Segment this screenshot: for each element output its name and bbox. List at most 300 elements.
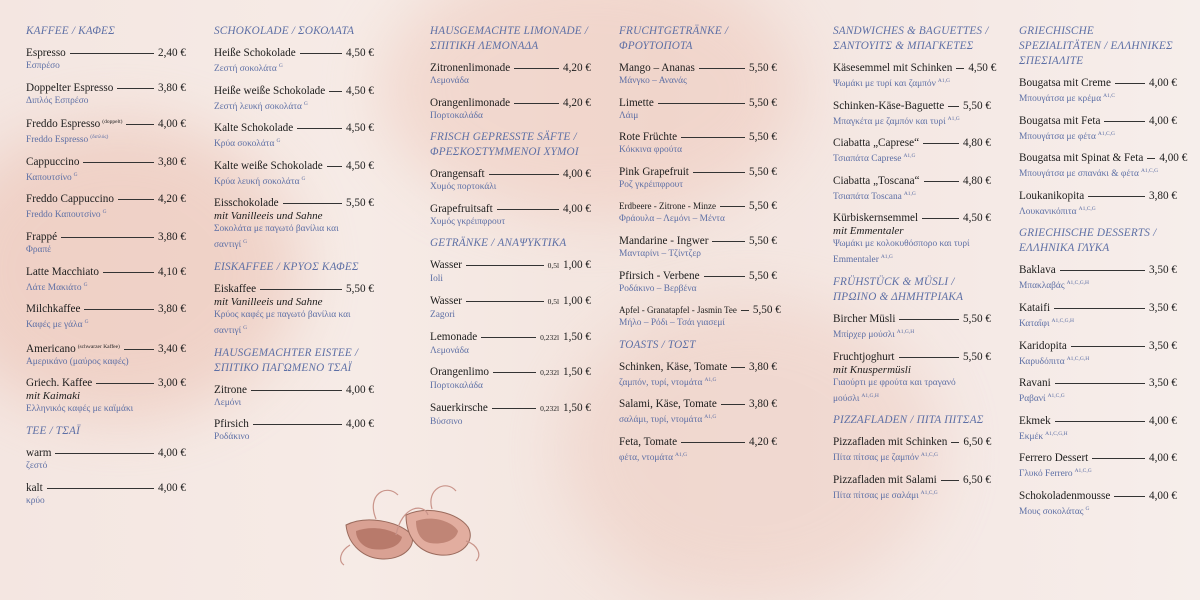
- item-price: 3,80 €: [1149, 189, 1177, 202]
- menu-column: [619, 24, 781, 473]
- item-name: [26, 81, 113, 95]
- item-name-text: Frappé: [26, 230, 58, 243]
- item-greek-text: Μπουγάτσα με φέτα: [1019, 131, 1096, 142]
- menu-item: [214, 383, 374, 410]
- item-price: 5,50 €: [749, 62, 777, 74]
- item-greek-text: Κρύα σοκολάτα: [214, 139, 275, 150]
- menu-item-row: [619, 130, 777, 144]
- item-greek-text: Μπουγάτσα με κρέμα: [1019, 94, 1102, 104]
- menu-item-row: [430, 401, 591, 416]
- dotted-leader: [720, 206, 745, 207]
- menu-item: [1019, 339, 1177, 369]
- item-greek-name: [1019, 465, 1177, 481]
- menu-item: [1019, 189, 1177, 219]
- item-name-text: Pfirsich - Verbene: [619, 269, 700, 282]
- item-subtitle: mit Kaimaki: [26, 390, 81, 403]
- item-price: 5,50 €: [749, 96, 777, 109]
- menu-item-row: [619, 165, 777, 179]
- item-price: 5,50 €: [963, 350, 991, 363]
- menu-item: [1019, 151, 1188, 181]
- item-greek-name: [430, 216, 591, 229]
- item-greek-name: [214, 397, 374, 410]
- menu-item-row: [1019, 489, 1177, 503]
- menu-item-row: [26, 155, 186, 169]
- item-name: [26, 481, 43, 495]
- dotted-leader: [956, 68, 964, 69]
- dotted-leader: [941, 480, 959, 481]
- item-name-text: Ferrero Dessert: [1019, 452, 1089, 465]
- dotted-leader: [492, 408, 536, 409]
- menu-item: [619, 397, 777, 427]
- item-price: 5,50 €: [749, 200, 777, 213]
- item-name-text: Lemonade: [430, 330, 478, 343]
- item-volume: 0,232l: [540, 332, 560, 342]
- menu-item-row: [26, 481, 186, 495]
- menu-item-row: [619, 435, 777, 449]
- allergen-codes: A1,G: [903, 153, 916, 160]
- item-greek-text: Ροδάκινο – Βερβένα: [619, 283, 697, 294]
- item-volume: 0,5l: [547, 261, 560, 271]
- item-name-text: Freddo Espresso: [26, 118, 101, 131]
- item-greek-name: [26, 131, 186, 147]
- allergen-codes: G: [278, 63, 283, 69]
- dotted-leader: [124, 349, 154, 350]
- item-price: 6,50 €: [963, 473, 991, 486]
- item-name: [430, 294, 462, 308]
- menu-item: [430, 294, 591, 322]
- item-name-text: Baklava: [1019, 264, 1056, 277]
- menu-item: [214, 84, 374, 114]
- section-header: SCHOKOLADE / ΣΟΚΟΛΑΤΑ: [214, 25, 355, 37]
- item-name: [619, 234, 708, 248]
- dotted-leader: [699, 68, 745, 69]
- item-greek-text: φέτα, ντομάτα: [619, 452, 674, 463]
- menu-item: [214, 121, 374, 151]
- menu-item: [833, 174, 991, 204]
- item-name: [619, 303, 737, 317]
- item-greek-text: Ψωμάκι με τυρί και ζαμπόν: [833, 79, 936, 89]
- item-greek-text: Μάνγκο – Ανανάς: [619, 76, 687, 86]
- dotted-leader: [1092, 458, 1145, 459]
- dotted-leader: [118, 199, 154, 200]
- item-name-text: Fruchtjoghurt: [833, 350, 895, 363]
- dotted-leader: [514, 103, 559, 104]
- item-price: 5,50 €: [749, 131, 777, 144]
- item-greek-text: Πορτοκαλάδα: [430, 110, 483, 121]
- menu-item-row: [214, 383, 374, 397]
- item-name: [26, 265, 99, 279]
- item-name: [430, 61, 510, 75]
- menu-item: [833, 136, 991, 166]
- item-name-text: Zitrone: [214, 383, 247, 396]
- menu-item-row: [619, 234, 777, 248]
- menu-item: [1019, 114, 1177, 144]
- item-price: 4,00 €: [1159, 152, 1188, 165]
- item-greek-text: Καπουτσίνο: [26, 172, 72, 183]
- item-greek-name: [430, 75, 591, 88]
- item-name: [1019, 76, 1111, 90]
- item-name-text: Mandarine - Ingwer: [619, 234, 709, 247]
- menu-item-row: [214, 121, 374, 135]
- menu-item: [26, 302, 186, 332]
- menu-item: [833, 435, 991, 465]
- item-name-text: warm: [26, 446, 52, 459]
- menu-item: [430, 330, 591, 358]
- item-name: [1019, 451, 1088, 465]
- dotted-leader: [1114, 496, 1145, 497]
- item-price: 6,50 €: [963, 436, 992, 449]
- allergen-codes: A1,G,H: [861, 392, 879, 399]
- allergen-codes: A1,G: [704, 414, 717, 421]
- item-greek-text: Ζεστή λευκή σοκολάτα: [214, 101, 302, 112]
- item-price: 3,80 €: [158, 81, 186, 94]
- item-name: [619, 130, 677, 144]
- item-greek-name: [619, 283, 777, 296]
- item-price: 4,50 €: [346, 122, 374, 135]
- section-header: FRISCH GEPRESSTE SÄFTE / ΦΡΕΣΚΟΣΤΥΜΜΕΝΟΙ ΧΥΜΟΙ: [430, 131, 579, 159]
- dotted-leader: [466, 301, 544, 302]
- item-name: [214, 417, 249, 431]
- item-name-text: Feta, Tomate: [619, 435, 678, 448]
- menu-item: [26, 265, 186, 295]
- item-greek-name: [619, 248, 777, 261]
- menu-item-row: [619, 397, 777, 411]
- item-greek-name: [619, 449, 777, 465]
- item-greek-name: [214, 173, 374, 189]
- item-price: 5,50 €: [749, 165, 777, 178]
- menu-item-row: [833, 211, 991, 225]
- item-name-text: Mango – Ananas: [619, 62, 695, 74]
- item-greek-text: Πίτα πίτσας με ζαμπόν: [833, 453, 919, 464]
- allergen-codes: A1,G: [880, 254, 893, 261]
- item-name-text: Salami, Käse, Tomate: [619, 398, 717, 411]
- allergen-codes: G: [102, 209, 107, 216]
- dotted-leader: [923, 143, 959, 144]
- item-name-text: Griech. Kaffee: [26, 377, 93, 390]
- dotted-leader: [1071, 346, 1145, 347]
- item-name-text: Grapefruitsaft: [430, 202, 493, 215]
- item-name: [1019, 301, 1050, 315]
- item-greek-name: [430, 110, 591, 123]
- dotted-leader: [466, 265, 544, 266]
- menu-column: [26, 24, 186, 515]
- item-greek-name: [26, 95, 186, 108]
- item-price: 4,00 €: [158, 118, 186, 131]
- item-name-text: Bougatsa mit Spinat & Feta: [1019, 152, 1144, 165]
- item-price: 4,00 €: [346, 418, 374, 431]
- item-name: [1019, 489, 1110, 503]
- menu-item-row: [214, 282, 374, 296]
- item-name: [430, 401, 488, 415]
- item-greek-name: [1019, 165, 1177, 181]
- item-greek-name: [1019, 90, 1177, 106]
- item-name: [619, 165, 689, 179]
- dotted-leader: [922, 218, 959, 219]
- dotted-leader: [47, 488, 154, 489]
- section-header: TEE / ΤΣΑΪ: [26, 424, 81, 437]
- dotted-leader: [1054, 308, 1145, 309]
- menu-item-row: [214, 84, 374, 98]
- item-greek-text: Σοκολάτα με παγωτό βανίλια και σαντιγί: [214, 224, 339, 251]
- dotted-leader: [329, 91, 342, 92]
- menu-item: [619, 165, 777, 192]
- item-name-text: Doppelter Espresso: [26, 81, 114, 94]
- menu-item-row: [430, 294, 591, 309]
- item-name: [619, 397, 717, 411]
- dotted-leader: [658, 103, 745, 104]
- item-name-note: (doppelt): [102, 119, 123, 126]
- item-greek-text: Μους σοκολάτας: [1019, 506, 1084, 517]
- item-subtitle: mit Vanilleeis und Sahne: [214, 210, 323, 223]
- dotted-leader: [514, 68, 559, 69]
- menu-item: [26, 340, 186, 369]
- item-price: 3,50 €: [1149, 264, 1177, 277]
- menu-item: [214, 282, 374, 338]
- item-greek-name: [619, 110, 777, 123]
- item-name: [214, 383, 247, 397]
- menu-item: [430, 202, 591, 229]
- item-greek-name: [833, 377, 991, 406]
- menu-item-row: [26, 192, 186, 206]
- item-name: [833, 350, 895, 364]
- menu-item: [619, 360, 777, 390]
- item-greek-name: [833, 150, 991, 166]
- item-name-text: Milchkaffee: [26, 303, 81, 316]
- item-greek-name: [26, 279, 186, 295]
- menu-item-row: [26, 302, 186, 316]
- allergen-codes: G: [1085, 505, 1090, 512]
- item-name-text: Latte Macchiato: [26, 265, 99, 278]
- item-greek-text: Φράουλα – Λεμόνι – Μέντα: [619, 214, 725, 225]
- dotted-leader: [731, 367, 745, 368]
- item-greek-text: Χυμός πορτοκάλι: [430, 182, 497, 193]
- item-name: [833, 312, 895, 326]
- menu-item: [430, 258, 591, 286]
- menu-item-row: [1019, 339, 1177, 353]
- allergen-codes: A1,G: [675, 451, 688, 458]
- allergen-codes: A1,G: [937, 78, 950, 84]
- menu-item-row: [26, 446, 186, 460]
- item-greek-text: Ioli: [430, 274, 444, 285]
- menu-item-row: [430, 202, 591, 216]
- item-name-text: Kalte Schokolade: [214, 122, 294, 135]
- item-greek-text: Μπαγκέτα με ζαμπόν και τυρί: [833, 116, 946, 127]
- item-price: 3,80 €: [749, 360, 777, 373]
- item-name: [430, 330, 477, 344]
- item-price: 4,00 €: [1149, 114, 1177, 127]
- item-name-note: (schwarzer Kaffee): [77, 343, 120, 350]
- menu-item-row: [833, 350, 991, 364]
- item-name: [26, 230, 57, 244]
- item-name-text: Pink Grapefruit: [619, 165, 689, 178]
- menu-item: [430, 96, 591, 123]
- menu-item-row: [833, 99, 991, 113]
- menu-item: [26, 192, 186, 222]
- item-greek-name: [26, 460, 186, 473]
- item-name-text: Erdbeere - Zitrone - Minze: [619, 201, 716, 212]
- dotted-leader: [55, 453, 154, 454]
- item-price: 4,50 €: [346, 84, 374, 97]
- item-name: [619, 360, 727, 374]
- menu-item-row: [833, 312, 991, 326]
- menu-item-row: [1019, 301, 1177, 315]
- item-name-text: Bougatsa mit Feta: [1019, 114, 1101, 127]
- allergen-codes: G: [73, 171, 78, 178]
- menu-column: [833, 24, 997, 510]
- item-name: [26, 446, 51, 460]
- item-greek-text: Πορτοκαλάδα: [430, 381, 483, 392]
- menu-item: [833, 61, 997, 91]
- item-name: [1019, 263, 1056, 277]
- item-greek-text: Χυμός γκρέιπφρουτ: [430, 216, 506, 227]
- item-name: [833, 435, 947, 449]
- item-price: 4,00 €: [1149, 452, 1177, 465]
- menu-item: [26, 155, 186, 185]
- item-price: 3,80 €: [749, 398, 777, 411]
- item-price: 4,20 €: [749, 435, 777, 448]
- item-name-text: Espresso: [26, 47, 66, 59]
- item-name-text: Eiskaffee: [214, 282, 257, 295]
- item-price: 4,50 €: [346, 159, 374, 172]
- menu-item-row: [430, 258, 591, 273]
- item-greek-name: [619, 179, 777, 192]
- item-name: [619, 96, 654, 110]
- item-greek-text: Κρύα λευκή σοκολάτα: [214, 176, 300, 187]
- item-greek-name: [214, 98, 374, 114]
- section-header: FRÜHSTÜCK & MÜSLI / ΠΡΩΙΝΟ & ΔΗΜΗΤΡΙΑΚΑ: [833, 275, 964, 303]
- item-name-text: Orangensaft: [430, 168, 485, 181]
- item-greek-name: [619, 144, 777, 157]
- allergen-codes: A1,C,G: [1140, 168, 1159, 175]
- item-price: 4,50 €: [968, 62, 997, 74]
- item-name-text: Ravani: [1019, 377, 1051, 390]
- menu-item: [619, 96, 777, 123]
- item-greek-name: [833, 75, 991, 91]
- item-name-text: Zitronenlimonade: [430, 62, 511, 74]
- item-name-text: Rote Früchte: [619, 131, 678, 144]
- menu-item-row: [619, 61, 777, 75]
- item-price: 4,10 €: [158, 265, 186, 278]
- item-price: 4,50 €: [963, 212, 991, 225]
- item-greek-text: Αμερικάνο (μαύρος καφές): [26, 356, 129, 367]
- menu-item-row: [26, 265, 186, 279]
- item-name-text: Kataifi: [1019, 301, 1051, 314]
- item-greek-name: [430, 380, 591, 393]
- dotted-leader: [61, 237, 154, 238]
- item-name-text: Heiße Schokolade: [214, 47, 296, 59]
- item-greek-text: Καταΐφι: [1019, 318, 1050, 329]
- item-name: [430, 167, 485, 181]
- menu-item: [214, 159, 374, 189]
- item-price: 4,00 €: [1149, 414, 1177, 427]
- menu-item-row: [619, 360, 777, 374]
- menu-item: [619, 435, 777, 465]
- item-greek-text: Ψωμάκι με κολοκυθόσπορο και τυρί Emmentaler: [833, 239, 970, 266]
- allergen-codes: A1,C,G: [1097, 130, 1115, 137]
- menu-item: [619, 269, 777, 296]
- item-name: [430, 258, 462, 272]
- item-greek-name: [26, 495, 186, 508]
- allergen-codes: A1,C,G: [1078, 205, 1096, 212]
- item-name: [214, 196, 279, 210]
- item-greek-text: Φραπέ: [26, 244, 52, 255]
- item-price: 1,50 €: [563, 330, 591, 343]
- item-greek-name: [26, 356, 186, 369]
- dotted-leader: [712, 241, 745, 242]
- item-greek-text: Βύσσινο: [430, 416, 463, 427]
- item-name-text: Schinken-Käse-Baguette: [833, 99, 945, 112]
- dotted-leader: [1147, 158, 1155, 159]
- item-price: 5,50 €: [346, 197, 374, 210]
- menu-item-row: [619, 269, 777, 283]
- dotted-leader: [70, 53, 154, 54]
- item-price: 5,50 €: [963, 312, 991, 325]
- menu-item: [1019, 76, 1177, 106]
- item-greek-text: Τσιαπάτα Caprese: [833, 154, 902, 165]
- item-greek-text: Λάιμ: [619, 110, 639, 121]
- item-greek-text: σαλάμι, τυρί, ντομάτα: [619, 415, 703, 426]
- item-greek-name: [26, 316, 186, 332]
- dotted-leader: [253, 424, 342, 425]
- item-price: 3,80 €: [158, 303, 186, 316]
- dotted-leader: [126, 124, 154, 125]
- menu-item: [1019, 376, 1177, 406]
- menu-item: [26, 81, 186, 108]
- menu-item-row: [1019, 451, 1177, 465]
- dotted-leader: [83, 162, 154, 163]
- menu-item-row: [619, 96, 777, 110]
- dotted-leader: [327, 166, 342, 167]
- item-name: [214, 84, 325, 98]
- item-greek-text: Γιαούρτι με φρούτα και τραγανό μούσλι: [833, 377, 956, 404]
- item-volume: 0,232l: [540, 403, 560, 413]
- item-name: [619, 269, 700, 283]
- item-greek-text: Εκμέκ: [1019, 431, 1044, 442]
- item-greek-name: [1019, 428, 1177, 444]
- dotted-leader: [721, 404, 745, 405]
- item-name: [1019, 151, 1143, 165]
- item-name-text: Ekmek: [1019, 414, 1051, 427]
- item-greek-name: [430, 416, 591, 429]
- menu-item-row: [619, 303, 781, 317]
- item-price: 4,00 €: [563, 202, 591, 215]
- menu-item: [619, 61, 777, 88]
- item-price: 4,80 €: [963, 137, 991, 150]
- menu-item: [833, 99, 991, 129]
- dotted-leader: [693, 172, 745, 173]
- menu-item-row: [430, 330, 591, 345]
- item-greek-text: Zagori: [430, 309, 455, 320]
- menu-column: [430, 24, 591, 436]
- dotted-leader: [1088, 196, 1145, 197]
- item-name: [26, 340, 120, 356]
- menu-item: [1019, 263, 1177, 293]
- menu-item-row: [1019, 189, 1177, 203]
- item-greek-name: [26, 60, 186, 73]
- item-price: 4,00 €: [1149, 489, 1177, 502]
- allergen-codes: A1,C,G: [1074, 468, 1092, 475]
- dotted-leader: [899, 319, 959, 320]
- menu-item: [26, 115, 186, 147]
- allergen-codes: A1,G: [947, 115, 960, 122]
- item-greek-text: Λάτε Μακιάτο: [26, 282, 82, 293]
- item-price: 4,00 €: [1149, 77, 1177, 89]
- item-name-text: Kürbiskernsemmel: [833, 212, 919, 225]
- item-greek-name: [833, 238, 991, 267]
- menu-item: [1019, 489, 1177, 519]
- item-greek-name: [833, 449, 991, 465]
- section-header: TOASTS / ΤΟΣΤ: [619, 338, 696, 351]
